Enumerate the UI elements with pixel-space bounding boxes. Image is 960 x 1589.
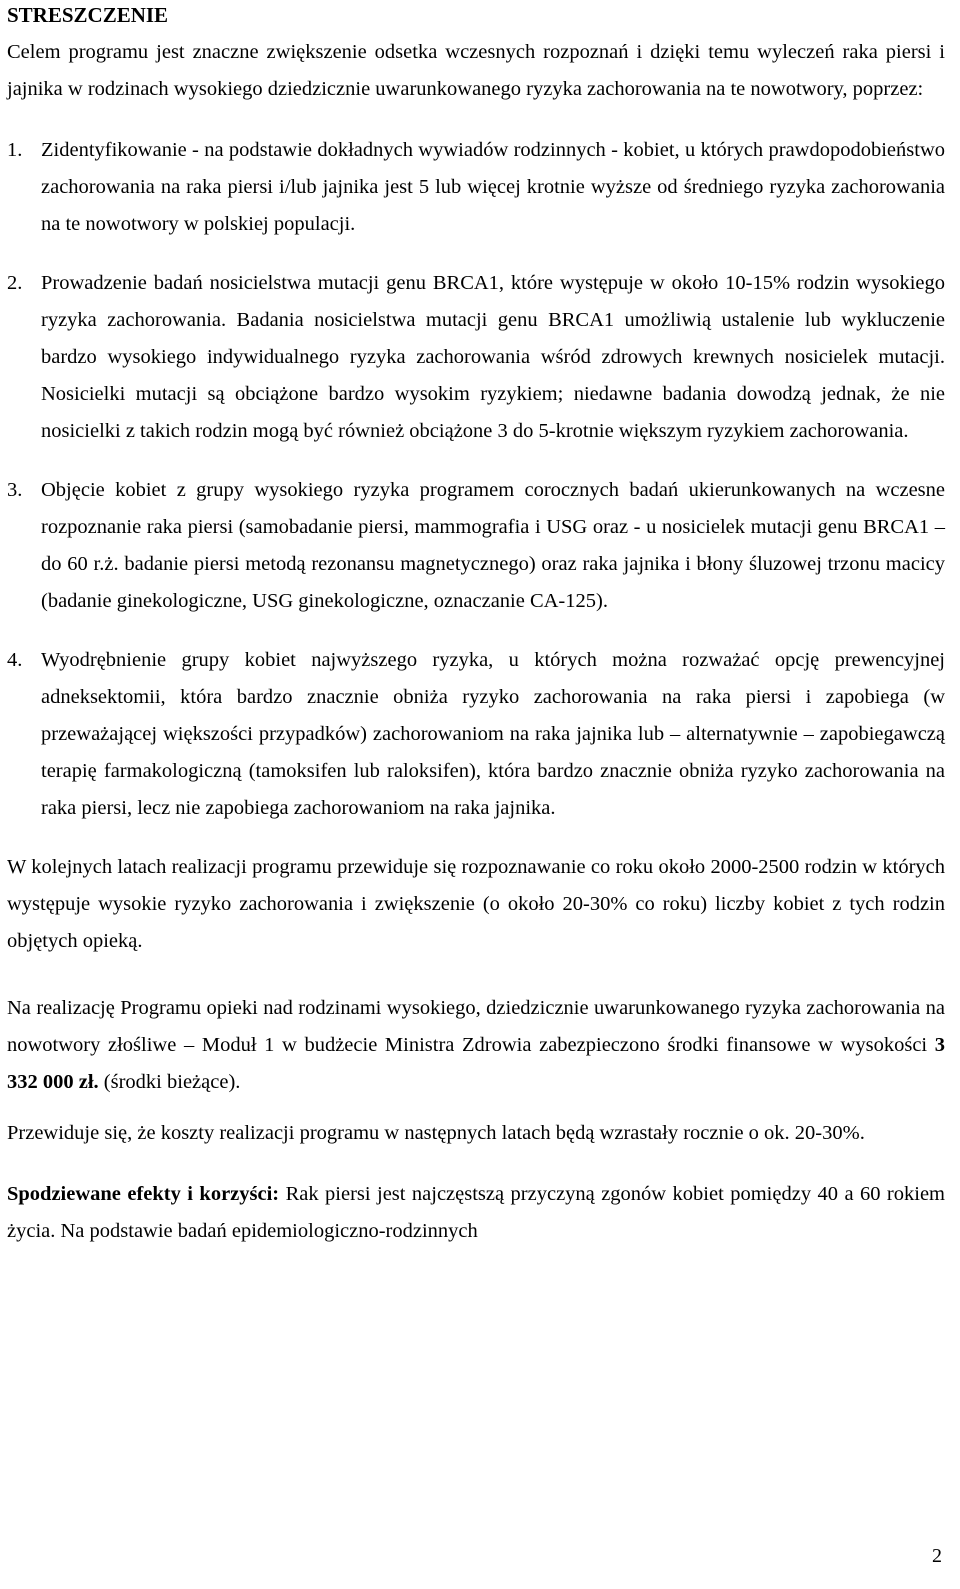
page-number: 2 [932,1545,942,1567]
list-item [7,642,945,827]
intro-paragraph: Celem programu jest znaczne zwiększenie odsetka wczesnych rozpoznań i dzięki temu wyleczeń raka piersi i jajnika w rodzinach wysokiego dziedzicznie uwarunkowanego ryzyka zachorowania na te nowotwory, poprzez: [7,41,945,100]
list-item-text: Zidentyfikowanie - na podstawie dokładnych wywiadów rodzinnych - kobiet, u których prawdopodobieństwo zachorowania na raka piersi i/lub jajnika jest 5 lub więcej krotnie wyższe od średniego ryzyka zachorowania na te nowotwory w polskiej populacji. [41,139,945,235]
list-item-number: 4. [7,649,23,671]
effects-label: Spodziewane efekty i korzyści: [7,1183,280,1205]
funding-paragraph [7,990,945,1101]
list-item [7,132,945,243]
list-item-text: Wyodrębnienie grupy kobiet najwyższego ryzyka, u których można rozważać opcję prewencyjnej adneksektomii, która bardzo znacznie obniża ryzyko zachorowania na raka piersi i zapobiega (w przeważającej większości przypadków) zachorowaniom na raka jajnika lub – alternatywnie – zapobiegawczą terapię farmakologiczną (tamoksifen lub raloksifen), która bardzo znacznie obniża ryzyko zachorowania na raka piersi, lecz nie zapobiega zachorowaniom na raka jajnika. [41,649,945,819]
list-item [7,472,945,620]
funding-text-after: (środki bieżące). [98,1071,241,1093]
list-item [7,265,945,450]
list-item-number: 1. [7,139,23,161]
list-item-number: 3. [7,479,23,501]
effects-text: Rak piersi jest najczęstszą przyczyną zgonów kobiet pomiędzy 40 a 60 rokiem życia. Na podstawie badań epidemiologiczno-rodzinnych [7,1183,945,1242]
document-page [7,0,945,1250]
funding-text-before: Na realizację Programu opieki nad rodzinami wysokiego, dziedzicznie uwarunkowanego ryzyka zachorowania na nowotwory złośliwe – Moduł 1 w budżecie Ministra Zdrowia zabezpieczono środki finansowe w wysokości [7,997,945,1056]
next-years-paragraph: W kolejnych latach realizacji programu przewiduje się rozpoznawanie co roku około 2000-2500 rodzin w których występuje wysokie ryzyko zachorowania i zwiększenie (o około 20-30% co roku) liczby kobiet z tych rodzin objętych opieką. [7,856,945,952]
goals-list [7,132,945,827]
effects-paragraph [7,1176,945,1250]
list-item-number: 2. [7,272,23,294]
list-item-text: Prowadzenie badań nosicielstwa mutacji genu BRCA1, które występuje w około 10-15% rodzin wysokiego ryzyka zachorowania. Badania nosicielstwa mutacji genu BRCA1 umożliwią ustalenie lub wykluczenie bardzo wysokiego indywidualnego ryzyka zachorowania wśród zdrowych krewnych nosicielek mutacji. Nosicielki mutacji są obciążone bardzo wysokim ryzykiem; niedawne badania dowodzą jednak, że nie nosicielki z takich rodzin mogą być również obciążone 3 do 5-krotnie większym ryzykiem zachorowania. [41,272,945,442]
costs-paragraph: Przewiduje się, że koszty realizacji programu w następnych latach będą wzrastały rocznie o ok. 20-30%. [7,1122,865,1144]
list-item-text: Objęcie kobiet z grupy wysokiego ryzyka programem corocznych badań ukierunkowanych na wczesne rozpoznanie raka piersi (samobadanie piersi, mammografia i USG oraz - u nosicielek mutacji genu BRCA1 – do 60 r.ż. badanie piersi metodą rezonansu magnetycznego) oraz raka jajnika i błony śluzowej trzonu macicy (badanie ginekologiczne, USG ginekologiczne, oznaczanie CA-125). [41,479,945,612]
section-title: STRESZCZENIE [7,3,169,27]
funding-amount: 3 332 000 zł. [7,1034,945,1093]
